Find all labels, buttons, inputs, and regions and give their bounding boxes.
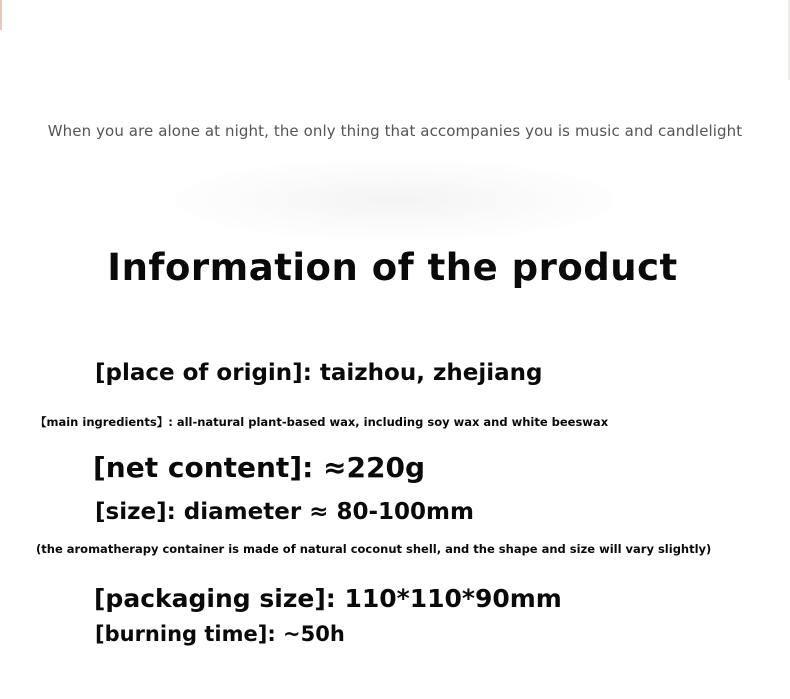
spec-size: [size]: diameter ≈ 80-100mm	[95, 499, 474, 525]
spec-burning-time: [burning time]: ~50h	[95, 622, 345, 646]
spec-size-note: (the aromatherapy container is made of natural coconut shell, and the shape and size will vary slightly)	[36, 542, 712, 556]
tagline-text: When you are alone at night, the only thing that accompanies you is music and candlelight	[47, 122, 743, 140]
faded-background-shape	[175, 160, 615, 240]
spec-net-content: [net content]: ≈220g	[93, 451, 426, 484]
image-edge-left	[0, 0, 2, 30]
section-title: Information of the product	[107, 246, 678, 289]
spec-packaging-size: [packaging size]: 110*110*90mm	[94, 584, 562, 613]
spec-place-of-origin: [place of origin]: taizhou, zhejiang	[95, 360, 543, 386]
spec-main-ingredients: 【main ingredients】: all-natural plant-based wax, including soy wax and white beeswax	[35, 415, 609, 429]
top-image-strip	[0, 0, 790, 80]
